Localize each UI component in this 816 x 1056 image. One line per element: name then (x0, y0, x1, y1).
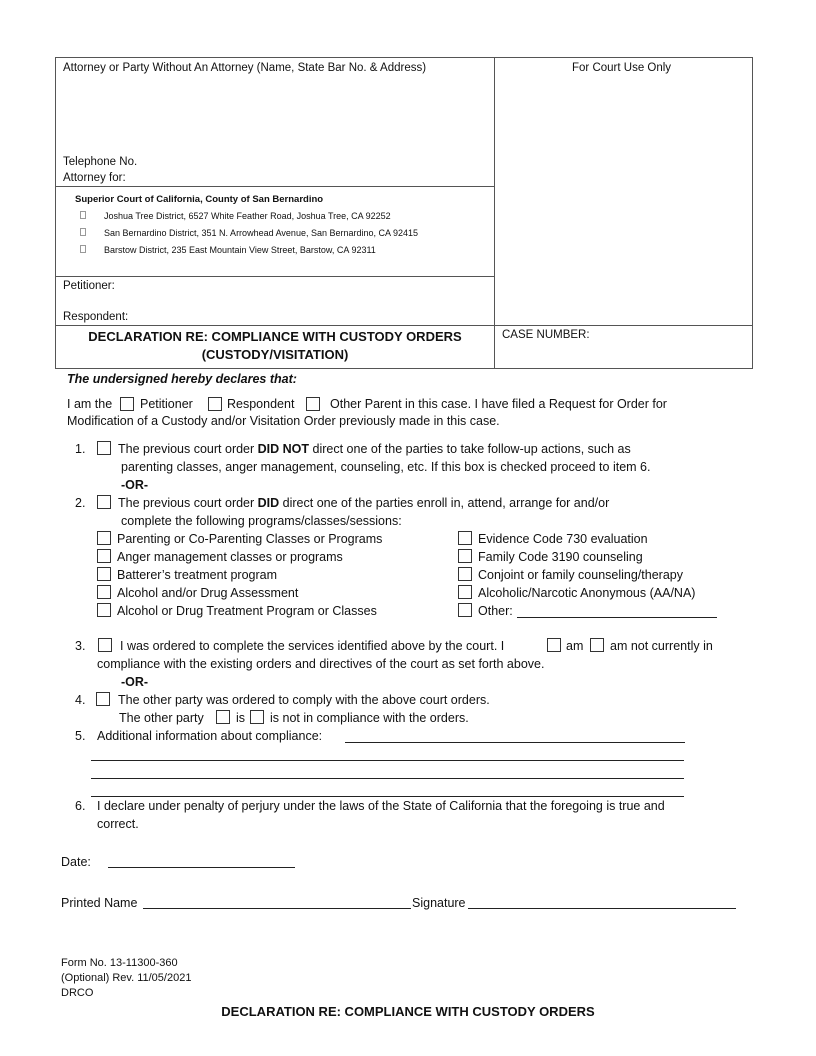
program-checkbox-evidence-code[interactable] (458, 531, 472, 545)
item3-am-not-checkbox[interactable] (590, 638, 604, 652)
district-barstow: Barstow District, 235 East Mountain View Street, Barstow, CA 92311 (104, 245, 376, 255)
petitioner-label: Petitioner: (63, 280, 115, 292)
compliance-info-field-1[interactable] (345, 742, 685, 743)
item1-checkbox[interactable] (97, 441, 111, 455)
item6-number: 6. (75, 799, 86, 813)
program-checkbox-drug-treatment[interactable] (97, 603, 111, 617)
date-label: Date: (61, 855, 91, 869)
petitioner-checkbox[interactable] (120, 397, 134, 411)
program-batterers-treatment: Batterer’s treatment program (117, 568, 278, 582)
form-title-line2: (CUSTODY/VISITATION) (201, 347, 349, 362)
program-checkbox-anger-management[interactable] (97, 549, 111, 563)
or-separator-1: -OR- (121, 478, 149, 492)
other-parent-text: Other Parent in this case. I have filed a Request for Order for (330, 397, 667, 411)
district-joshua-tree: Joshua Tree District, 6527 White Feather Road, Joshua Tree, CA 92252 (104, 211, 391, 221)
form-revision: (Optional) Rev. 11/05/2021 (61, 972, 192, 984)
item2-text-line2: complete the following programs/classes/sessions: (121, 514, 402, 528)
item3-am-not-label: am not currently in (610, 639, 713, 653)
item4-is-label: is (236, 711, 246, 725)
court-use-label: For Court Use Only (572, 62, 672, 74)
signature-field[interactable] (468, 908, 736, 909)
intro-line: The undersigned hereby declares that: (67, 372, 297, 386)
respondent-checkbox[interactable] (208, 397, 222, 411)
program-anger-management: Anger management classes or programs (117, 550, 343, 564)
footer-title: DECLARATION RE: COMPLIANCE WITH CUSTODY ORDERS (221, 1004, 595, 1019)
item2-checkbox[interactable] (97, 495, 111, 509)
i-am-the-label: I am the (67, 397, 113, 411)
item3-checkbox[interactable] (98, 638, 112, 652)
program-checkbox-batterers-treatment[interactable] (97, 567, 111, 581)
program-other-label: Other: (478, 604, 513, 618)
item2-text: The previous court order DID direct one of the parties enroll in, attend, arrange for and/or (118, 496, 610, 510)
item3-text: I was ordered to complete the services identified above by the court. I (120, 639, 505, 653)
form-title-line1: DECLARATION RE: COMPLIANCE WITH CUSTODY ORDERS (88, 329, 462, 344)
district-checkbox-barstow[interactable] (80, 245, 86, 253)
date-field[interactable] (108, 867, 295, 868)
compliance-info-field-2[interactable] (91, 760, 684, 761)
district-san-bernardino: San Bernardino District, 351 N. Arrowhead Avenue, San Bernardino, CA 92415 (104, 228, 419, 238)
form-code: DRCO (61, 987, 94, 999)
item4-text: The other party was ordered to comply with the above court orders. (118, 693, 490, 707)
attorney-for-label: Attorney for: (63, 172, 126, 184)
district-checkbox-san-bernardino[interactable] (80, 228, 86, 236)
program-checkbox-family-code[interactable] (458, 549, 472, 563)
program-drug-assessment: Alcohol and/or Drug Assessment (117, 586, 299, 600)
item4-other-party-label: The other party (119, 711, 204, 725)
item4-is-checkbox[interactable] (216, 710, 230, 724)
or-separator-2: -OR- (121, 675, 149, 689)
program-checkbox-drug-assessment[interactable] (97, 585, 111, 599)
respondent-label: Respondent: (63, 311, 129, 323)
item6-text-line2: correct. (97, 817, 139, 831)
attorney-label: Attorney or Party Without An Attorney (Name, State Bar No. & Address) (63, 62, 427, 74)
program-drug-treatment: Alcohol or Drug Treatment Program or Classes (117, 604, 377, 618)
item3-am-checkbox[interactable] (547, 638, 561, 652)
program-family-code: Family Code 3190 counseling (478, 550, 643, 564)
program-evidence-code: Evidence Code 730 evaluation (478, 532, 648, 546)
item4-is-not-checkbox[interactable] (250, 710, 264, 724)
program-aa-na: Alcoholic/Narcotic Anonymous (AA/NA) (478, 586, 696, 600)
item1-number: 1. (75, 442, 86, 456)
printed-name-field[interactable] (143, 908, 411, 909)
item4-number: 4. (75, 693, 86, 707)
item1-text-line2: parenting classes, anger management, counseling, etc. If this box is checked proceed to item 6. (121, 460, 651, 474)
item6-text: I declare under penalty of perjury under the laws of the State of California that the foregoing is true and (97, 799, 665, 813)
program-conjoint-counseling: Conjoint or family counseling/therapy (478, 568, 683, 582)
petitioner-option: Petitioner (140, 397, 193, 411)
item4-checkbox[interactable] (96, 692, 110, 706)
program-other-field[interactable] (517, 617, 717, 618)
item3-am-label: am (566, 639, 584, 653)
item3-number: 3. (75, 639, 86, 653)
item5-text: Additional information about compliance: (97, 729, 323, 743)
respondent-option: Respondent (227, 397, 295, 411)
item5-number: 5. (75, 729, 86, 743)
item2-number: 2. (75, 496, 86, 510)
program-checkbox-other[interactable] (458, 603, 472, 617)
signature-label: Signature (412, 896, 466, 910)
program-parenting: Parenting or Co-Parenting Classes or Programs (117, 532, 383, 546)
telephone-label: Telephone No. (63, 156, 138, 168)
item3-text-line2: compliance with the existing orders and directives of the court as set forth above. (97, 657, 545, 671)
printed-name-label: Printed Name (61, 896, 138, 910)
program-checkbox-aa-na[interactable] (458, 585, 472, 599)
program-checkbox-conjoint-counseling[interactable] (458, 567, 472, 581)
compliance-info-field-4[interactable] (91, 796, 684, 797)
district-checkbox-joshua-tree[interactable] (80, 211, 86, 219)
other-parent-checkbox[interactable] (306, 397, 320, 411)
other-parent-text-line2: Modification of a Custody and/or Visitation Order previously made in this case. (67, 414, 500, 428)
form-number: Form No. 13-11300-360 (61, 957, 178, 969)
case-number-label: CASE NUMBER: (502, 329, 590, 341)
item1-text: The previous court order DID NOT direct one of the parties to take follow-up actions, such as (118, 442, 631, 456)
court-name: Superior Court of California, County of San Bernardino (75, 194, 324, 205)
item4-is-not-label: is not in compliance with the orders. (270, 711, 469, 725)
compliance-info-field-3[interactable] (91, 778, 684, 779)
program-checkbox-parenting[interactable] (97, 531, 111, 545)
